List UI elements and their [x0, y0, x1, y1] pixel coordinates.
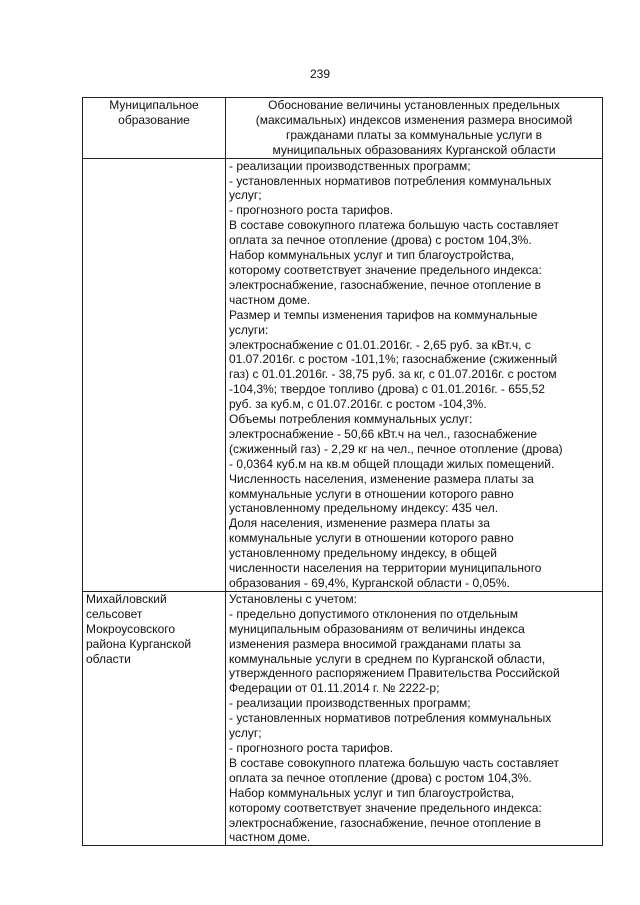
justification-cell — [226, 158, 603, 591]
justification-cell — [226, 591, 603, 845]
text-line: Доля населения, изменение размера платы за — [229, 516, 490, 531]
text-line: В составе совокупного платежа большую часть составляет — [229, 218, 560, 233]
text-line: численности населения на территории муниципального — [229, 561, 542, 576]
text-line: услуг; — [229, 726, 262, 741]
text-line: - установленных нормативов потребления коммунальных — [229, 711, 552, 726]
text-line: гражданами платы за коммунальные услуги в — [285, 127, 543, 142]
text-line: Федерации от 01.11.2014 г. № 2222-р; — [229, 681, 440, 696]
text-line: Установлены с учетом: — [229, 591, 357, 606]
text-line: -104,3%; твердое топливо (дрова) с 01.01.2016г. - 655,52 — [229, 382, 545, 397]
text-line: электроснабжение, газоснабжение, печное отопление в — [229, 277, 541, 292]
text-line: - прогнозного роста тарифов. — [229, 740, 394, 755]
text-line: которому соответствует значение предельного индекса: — [229, 262, 542, 277]
text-line: 01.07.2016г. с ростом -101,1%; газоснабжение (сжиженный — [229, 352, 558, 367]
text-line: (сжиженный газ) - 2,29 кг на чел., печное отопление (дрова) — [229, 441, 563, 456]
table-row — [83, 158, 603, 591]
table-header-row — [83, 98, 603, 159]
text-line: Мокроусовского — [86, 621, 176, 636]
header-justification — [226, 98, 603, 159]
text-line: частном доме. — [229, 830, 311, 845]
text-line: услуг; — [229, 188, 262, 203]
text-line: установленному предельному индексу: 435 чел. — [229, 501, 499, 516]
text-line: Объемы потребления коммунальных услуг: — [229, 412, 473, 427]
text-line: Набор коммунальных услуг и тип благоустройства, — [229, 248, 515, 263]
header-municipality — [83, 98, 226, 159]
text-line: изменения размера вносимой гражданами платы за — [229, 636, 521, 651]
text-line: Размер и темпы изменения тарифов на коммунальные — [229, 307, 538, 322]
text-line: коммунальные услуги в отношении которого равно — [229, 486, 514, 501]
text-line: установленному предельному индексу, в общей — [229, 546, 497, 561]
page-number: 239 — [309, 67, 331, 81]
text-line: сельсовет — [86, 606, 143, 621]
text-line: - 0,0364 куб.м на кв.м общей площади жилых помещений. — [229, 456, 555, 471]
justification-table — [82, 97, 603, 846]
text-line: оплата за печное отопление (дрова) с ростом 104,3%. — [229, 233, 532, 248]
text-line: В составе совокупного платежа большую часть составляет — [229, 755, 560, 770]
text-line: района Курганской — [86, 636, 192, 651]
text-line: муниципальных образованиях Курганской области — [272, 142, 556, 157]
text-line: электроснабжение - 50,66 кВт.ч на чел., газоснабжение — [229, 426, 538, 441]
text-line: руб. за куб.м, с 01.07.2016г. с ростом -104,3%. — [229, 397, 487, 412]
text-line: муниципальным образованиям от величины индекса — [229, 621, 525, 636]
text-line: газ) с 01.01.2016г. - 38,75 руб. за кг, с 01.07.2016г. с ростом — [229, 367, 557, 382]
text-line: Обоснование величины установленных предельных — [268, 98, 560, 112]
text-line: которому соответствует значение предельного индекса: — [229, 800, 542, 815]
text-line: Набор коммунальных услуг и тип благоустройства, — [229, 785, 515, 800]
municipality-cell — [83, 158, 226, 591]
text-line: образование — [118, 112, 190, 127]
table-row — [83, 591, 603, 845]
text-line: Численность населения, изменение размера платы за — [229, 471, 534, 486]
text-line: - предельно допустимого отклонения по отдельным — [229, 606, 518, 621]
text-line: электроснабжение, газоснабжение, печное отопление в — [229, 815, 541, 830]
text-line: услуги: — [229, 322, 269, 337]
text-line: - установленных нормативов потребления коммунальных — [229, 173, 552, 188]
text-line: Михайловский — [86, 591, 167, 606]
text-line: - прогнозного роста тарифов. — [229, 203, 394, 218]
text-line: электроснабжение с 01.01.2016г. - 2,65 руб. за кВт.ч, с — [229, 337, 531, 352]
text-line: Муниципальное — [109, 98, 199, 112]
text-line: коммунальные услуги в среднем по Курганской области, — [229, 651, 546, 666]
text-line: коммунальные услуги в отношении которого равно — [229, 531, 514, 546]
text-line: утвержденного распоряжением Правительства Российской — [229, 666, 560, 681]
text-line: - реализации производственных программ; — [229, 158, 471, 173]
text-line: частном доме. — [229, 292, 311, 307]
municipality-cell — [83, 591, 226, 845]
text-line: - реализации производственных программ; — [229, 696, 471, 711]
text-line: образования - 69,4%, Курганской области - 0,05%. — [229, 576, 510, 590]
text-line: оплата за печное отопление (дрова) с ростом 104,3%. — [229, 770, 532, 785]
text-line: (максимальных) индексов изменения размера вносимой — [255, 112, 573, 127]
text-line: области — [86, 651, 131, 666]
